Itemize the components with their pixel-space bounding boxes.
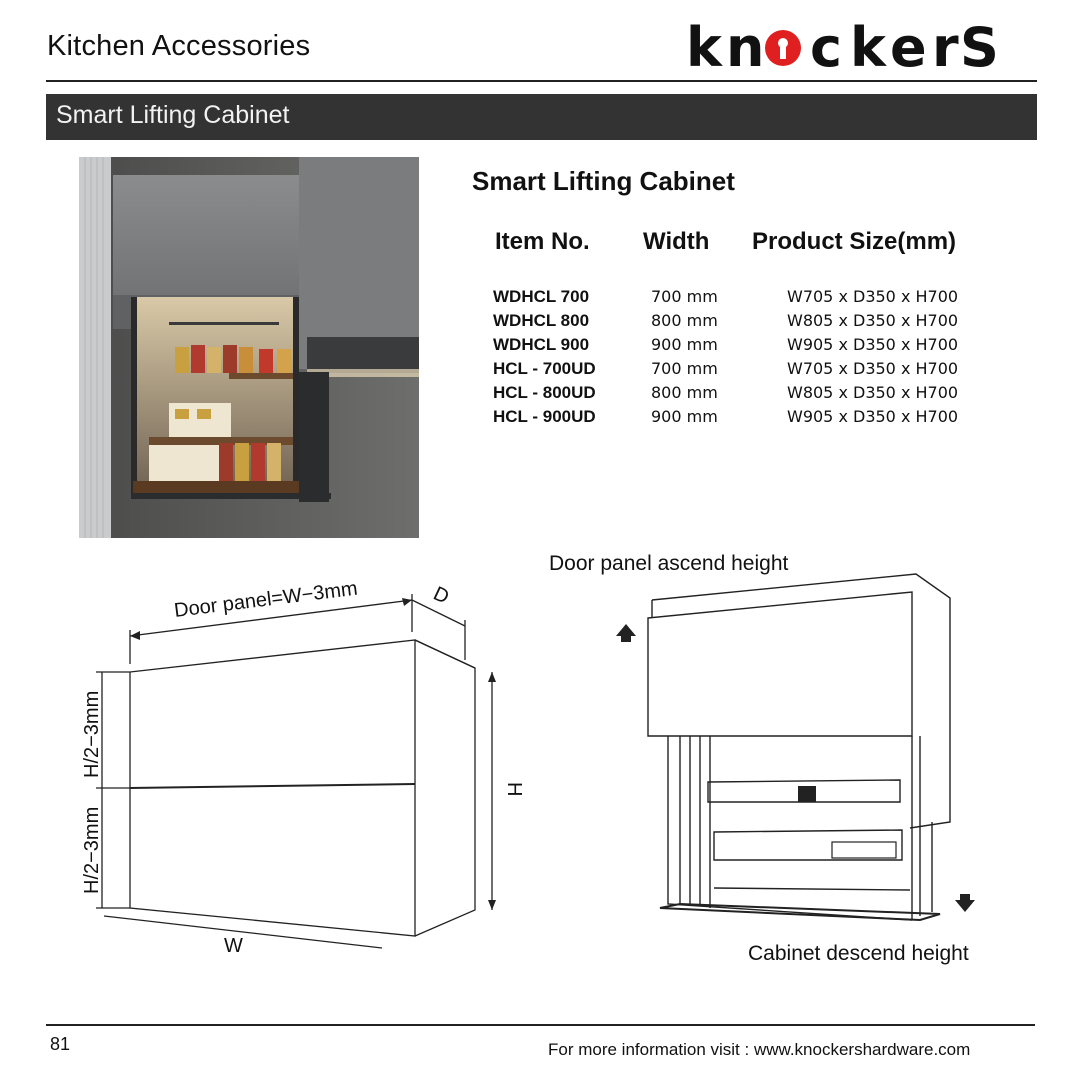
upper-half-label: H/2−3mm [81, 690, 103, 778]
item-size: W705 x D350 x H700 [787, 287, 959, 306]
item-size: W905 x D350 x H700 [787, 335, 959, 354]
svg-text:S: S [960, 16, 999, 79]
item-size: W805 x D350 x H700 [787, 383, 959, 402]
page-number: 81 [50, 1034, 71, 1054]
item-number: HCL - 700UD [493, 359, 596, 378]
table-row [493, 311, 1013, 335]
table-row [493, 287, 1013, 311]
column-header-width: Width [643, 228, 710, 255]
width-label: W [224, 935, 243, 957]
category-title: Kitchen Accessories [47, 30, 311, 62]
item-size: W905 x D350 x H700 [787, 407, 959, 426]
svg-text:k: k [850, 16, 886, 79]
column-header-item: Item No. [495, 228, 590, 255]
header-divider [46, 80, 1037, 82]
brand-logo [686, 16, 999, 79]
item-number: WDHCL 700 [493, 287, 590, 306]
item-width: 900 mm [651, 335, 718, 354]
lower-half-label: H/2−3mm [81, 806, 103, 894]
column-header-size: Product Size(mm) [752, 228, 957, 255]
lifting-motion-diagram [540, 540, 1020, 980]
section-banner-title: Smart Lifting Cabinet [56, 101, 290, 129]
depth-label: D [429, 582, 453, 609]
dimension-diagram [60, 560, 530, 980]
item-width: 800 mm [651, 383, 718, 402]
svg-text:e: e [890, 16, 927, 79]
section-banner [46, 94, 1037, 140]
item-width: 700 mm [651, 287, 718, 306]
product-photo [79, 157, 419, 538]
descend-label: Cabinet descend height [748, 942, 969, 965]
door-panel-label: Door panel=W−3mm [172, 577, 359, 622]
svg-text:r: r [932, 16, 959, 79]
spec-title: Smart Lifting Cabinet [472, 166, 735, 196]
item-number: HCL - 900UD [493, 407, 596, 426]
footer-info: For more information visit : www.knockershardware.com [548, 1040, 971, 1059]
item-number: WDHCL 800 [493, 311, 590, 330]
ascend-label: Door panel ascend height [549, 552, 789, 575]
item-number: HCL - 800UD [493, 383, 596, 402]
svg-text:k: k [686, 16, 722, 79]
table-row [493, 359, 1013, 383]
svg-text:n: n [726, 16, 765, 79]
height-label: H [503, 782, 525, 797]
item-width: 700 mm [651, 359, 718, 378]
spec-table [493, 287, 1013, 431]
item-width: 800 mm [651, 311, 718, 330]
footer-divider [46, 1024, 1035, 1026]
item-number: WDHCL 900 [493, 335, 590, 354]
svg-text:c: c [810, 16, 843, 79]
table-row [493, 335, 1013, 359]
table-row [493, 407, 1013, 431]
item-size: W805 x D350 x H700 [787, 311, 959, 330]
item-width: 900 mm [651, 407, 718, 426]
table-row [493, 383, 1013, 407]
item-size: W705 x D350 x H700 [787, 359, 959, 378]
